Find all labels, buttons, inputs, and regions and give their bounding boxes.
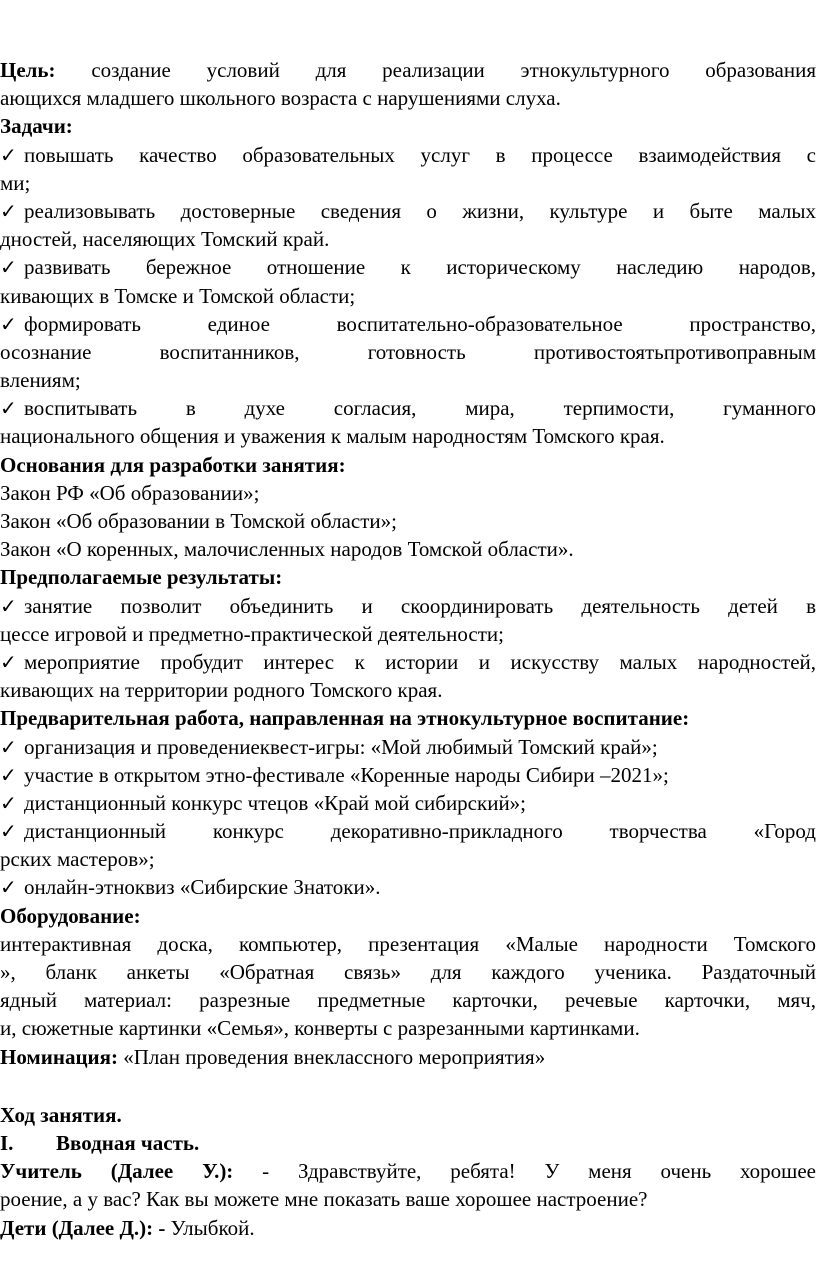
teacher-label: Учитель (Далее У.):: [0, 1159, 234, 1184]
prework-item-3: ✓ дистанционный конкурс чтецов «Край мой сибирский»;: [0, 789, 816, 817]
tasks-title: Задачи:: [0, 114, 73, 139]
section-number: I.: [0, 1130, 14, 1155]
equipment-line-1: интерактивная доска, компьютер, презентация «Малые народности Томского: [0, 931, 816, 956]
results-item-1-line-2: цессе игровой и предметно-практической деятельности;: [0, 621, 504, 646]
nomination-text: «План проведения внеклассного мероприятия»: [118, 1044, 546, 1069]
tasks-item-2-line-2: дностей, населяющих Томский край.: [0, 227, 330, 252]
basis-item-3: Закон «О коренных, малочисленных народов Томской области».: [0, 537, 574, 562]
results-item-2-line-1: ✓ мероприятие пробудит интерес к истории и искусству малых народностей,: [0, 648, 816, 676]
prework-item-2: ✓ участие в открытом этно-фестивале «Коренные народы Сибири –2021»;: [0, 761, 816, 789]
section-title: Вводная часть.: [56, 1130, 200, 1155]
nomination-label: Номинация:: [0, 1044, 118, 1069]
teacher-line-2: роение, а у вас? Как вы можете мне показать ваше хорошее настроение?: [0, 1187, 648, 1212]
prework-item-1: ✓ организация и проведениеквест-игры: «Мой любимый Томский край»;: [0, 733, 816, 761]
tasks-item-5-line-1: ✓ воспитывать в духе согласия, мира, терпимости, гуманного: [0, 394, 816, 422]
spacer: [0, 1071, 816, 1101]
goal-line-1: [0, 56, 816, 84]
prework-item-4-line-1: ✓ дистанционный конкурс декоративно-прикладного творчества «Город: [0, 817, 816, 845]
prework-item-4-line-2: рских мастеров»;: [0, 847, 155, 872]
tasks-item-4-line-2: осознание воспитанников, готовность противостоятьпротивоправным: [0, 339, 816, 364]
basis-title: Основания для разработки занятия:: [0, 452, 346, 477]
results-title: Предполагаемые результаты:: [0, 565, 283, 590]
course-title: Ход занятия.: [0, 1102, 122, 1127]
tasks-item-1-line-1: ✓ повышать качество образовательных услуг в процессе взаимодействия с: [0, 141, 816, 169]
tasks-item-3-line-2: кивающих в Томске и Томской области;: [0, 283, 356, 308]
equipment-line-4: и, сюжетные картинки «Семья», конверты с разрезанными картинками.: [0, 1016, 640, 1041]
results-item-2-line-2: кивающих на территории родного Томского края.: [0, 678, 443, 703]
prework-item-5: ✓ онлайн-этноквиз «Сибирские Знатоки».: [0, 873, 816, 901]
tasks-item-3-line-1: ✓ развивать бережное отношение к историческому наследию народов,: [0, 253, 816, 281]
document-page: [0, 56, 816, 1242]
basis-item-1: Закон РФ «Об образовании»;: [0, 480, 260, 505]
equipment-title: Оборудование:: [0, 903, 141, 928]
tasks-item-4-line-3: влениям;: [0, 368, 81, 393]
tasks-item-5-line-2: национального общения и уважения к малым народностям Томского края.: [0, 424, 665, 449]
tasks-item-4-line-1: ✓ формировать единое воспитательно-образовательное пространство,: [0, 310, 816, 338]
nomination-line: [0, 1043, 816, 1071]
goal-text-1: создание условий для реализации этнокультурного образования: [55, 58, 816, 82]
goal-line-2: ающихся младшего школьного возраста с нарушениями слуха.: [0, 86, 561, 111]
equipment-line-2: », бланк анкеты «Обратная связь» для каждого ученика. Раздаточный: [0, 960, 816, 984]
kids-text: Улыбкой.: [165, 1215, 255, 1240]
kids-label: Дети (Далее Д.): -: [0, 1215, 166, 1240]
teacher-text-1: - Здравствуйте, ребята! У меня очень хорошее: [233, 1159, 816, 1184]
prework-title: Предварительная работа, направленная на этнокультурное воспитание:: [0, 706, 690, 731]
teacher-line-1: [0, 1157, 816, 1185]
section-heading: [0, 1129, 816, 1157]
goal-label: Цель:: [0, 58, 56, 82]
kids-line: [0, 1214, 816, 1242]
basis-item-2: Закон «Об образовании в Томской области»;: [0, 509, 397, 533]
results-item-1-line-1: ✓ занятие позволит объединить и скоординировать деятельность детей в: [0, 592, 816, 620]
tasks-item-1-line-2: ми;: [0, 170, 31, 195]
equipment-line-3: ядный материал: разрезные предметные карточки, речевые карточки, мяч,: [0, 988, 816, 1013]
tasks-item-2-line-1: ✓ реализовывать достоверные сведения о жизни, культуре и быте малых: [0, 197, 816, 225]
